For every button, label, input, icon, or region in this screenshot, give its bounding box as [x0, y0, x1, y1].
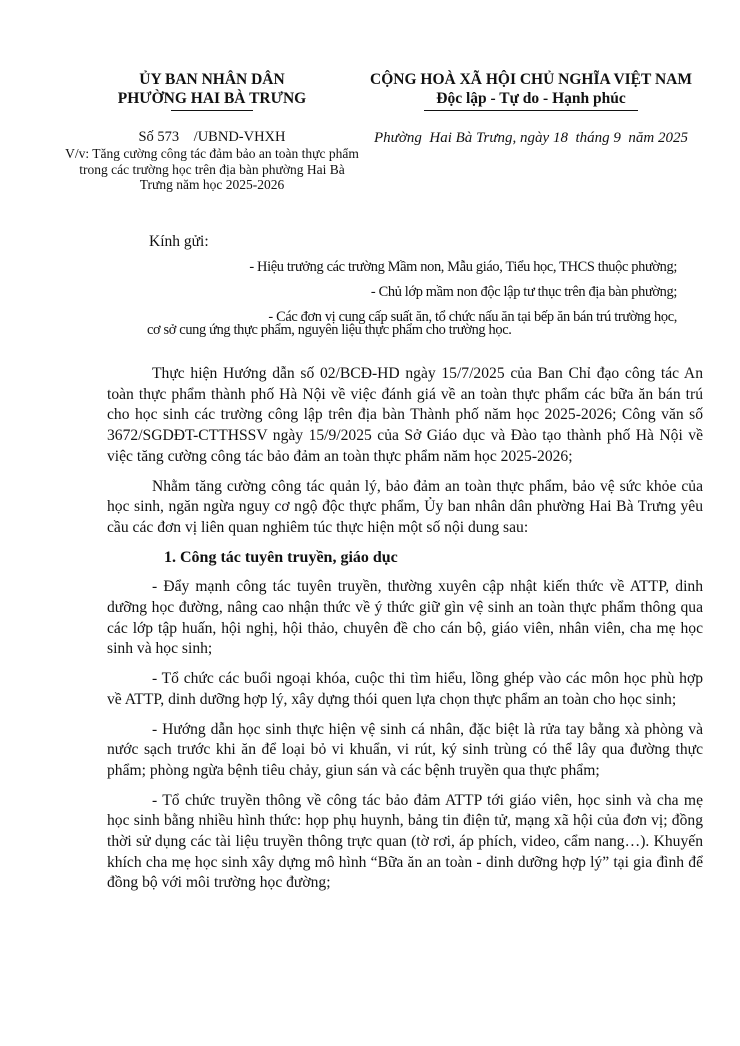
recipient-item: - Chủ lớp mầm non độc lập tư thục trên địa bàn phường; [370, 284, 677, 300]
motto-underline [424, 110, 638, 111]
nation-line-2: Độc lập - Tự do - Hạnh phúc [436, 90, 626, 107]
org-line-2: PHƯỜNG HAI BÀ TRƯNG [117, 90, 307, 107]
nation-line-1: CỘNG HOÀ XÃ HỘI CHỦ NGHĨA VIỆT NAM [370, 71, 692, 88]
issuing-authority [62, 70, 362, 111]
body-paragraph: Nhằm tăng cường công tác quản lý, bảo đảm an toàn thực phẩm, bảo vệ sức khỏe của học sinh, ngăn ngừa nguy cơ ngộ độc thực phẩm, Ủy ban nhân dân phường Hai Bà Trưng yêu cầu các đơn vị liên quan nghiêm túc thực hiện một số nội dung sau: [107, 477, 703, 536]
date-line: Phường Hai Bà Trưng, ngày 18 tháng 9 năm 2025 [374, 130, 688, 146]
org-line-1: ỦY BAN NHÂN DÂN [139, 71, 285, 88]
bullet-paragraph: - Tổ chức các buổi ngoại khóa, cuộc thi tìm hiểu, lồng ghép vào các môn học phù hợp về ATTP, dinh dưỡng hợp lý, xây dựng thói quen lựa chọn thực phẩm an toàn cho học sinh; [107, 670, 703, 708]
recipients-label: Kính gửi: [149, 233, 209, 250]
document-subject: V/v: Tăng cường công tác đảm bảo an toàn thực phẩm trong các trường học trên địa bàn phường Hai Bà Trưng năm học 2025-2026 [65, 146, 359, 192]
org-underline [171, 110, 253, 111]
document-number: Số 573 /UBND-VHXH [138, 129, 286, 145]
recipients-list [147, 258, 677, 346]
body-paragraph: Thực hiện Hướng dẫn số 02/BCĐ-HD ngày 15/7/2025 của Ban Chỉ đạo công tác An toàn thực phẩm thành phố Hà Nội về việc đánh giá về an toàn thực phẩm các bữa ăn bán trú cho học sinh các trường công lập trên địa bàn Thành phố năm học 2025-2026; Công văn số 3672/SGDĐT-CTTHSSV ngày 15/9/2025 của Sở Giáo dục và Đào tạo thành phố Hà Nội về việc tăng cường công tác bảo đảm an toàn thực phẩm năm học 2025-2026; [107, 365, 703, 465]
recipient-item: - Các đơn vị cung cấp suất ăn, tổ chức nấu ăn tại bếp ăn bán trú trường học, [268, 309, 677, 325]
recipient-item-continued: cơ sở cung ứng thực phẩm, nguyên liệu thực phẩm cho trường học. [147, 322, 512, 338]
section-heading: 1. Công tác tuyên truyền, giáo dục [164, 548, 398, 566]
recipient-item: - Hiệu trưởng các trường Mầm non, Mẫu giáo, Tiểu học, THCS thuộc phường; [249, 259, 677, 275]
national-motto [350, 70, 712, 111]
document-body [107, 364, 703, 903]
bullet-paragraph: - Hướng dẫn học sinh thực hiện vệ sinh cá nhân, đặc biệt là rửa tay bằng xà phòng và nước sạch trước khi ăn để loại bỏ vi khuẩn, vi rút, ký sinh trùng có thể lây qua đường thực phẩm; phòng ngừa bệnh tiêu chảy, giun sán và các bệnh truyền qua thực phẩm; [107, 720, 703, 779]
bullet-paragraph: - Đẩy mạnh công tác tuyên truyền, thường xuyên cập nhật kiến thức về ATTP, dinh dưỡng học đường, nâng cao nhận thức về ý thức giữ gìn vệ sinh an toàn thực phẩm thông qua các lớp tập huấn, hội nghị, hội thảo, chuyên đề cho cán bộ, giáo viên, nhân viên, cha mẹ học sinh và học sinh; [107, 578, 703, 658]
bullet-paragraph: - Tổ chức truyền thông về công tác bảo đảm ATTP tới giáo viên, học sinh và cha mẹ học sinh bằng nhiều hình thức: họp phụ huynh, bảng tin điện tử, mạng xã hội của đơn vị; đồng thời sử dụng các tài liệu truyền thông trực quan (tờ rơi, áp phích, video, cẩm nang…). Khuyến khích cha mẹ học sinh xây dựng mô hình “Bữa ăn an toàn - dinh dưỡng hợp lý” tại gia đình để đồng bộ với môi trường học đường; [107, 791, 703, 892]
